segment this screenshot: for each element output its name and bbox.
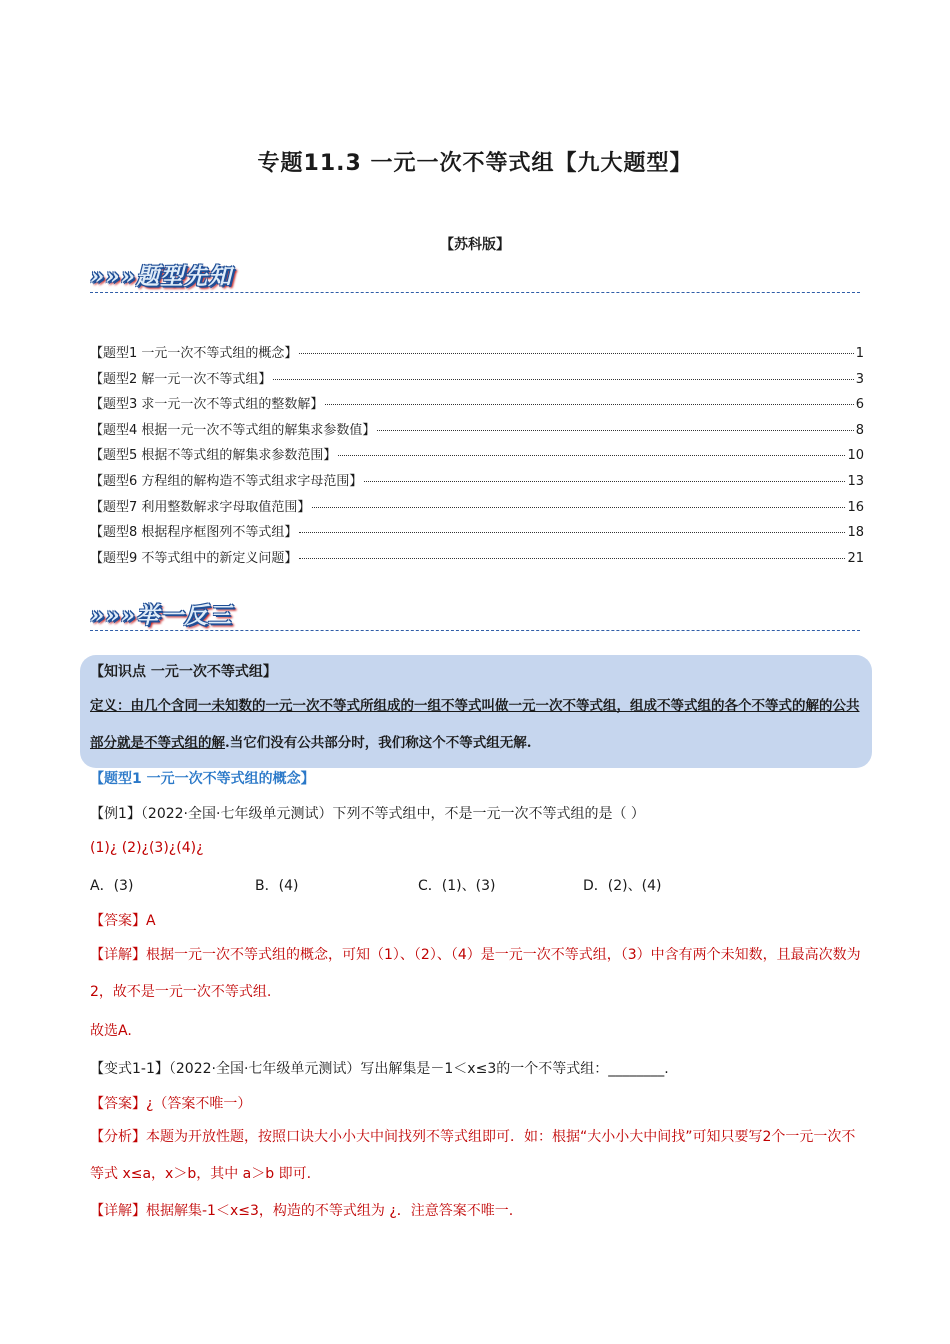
toc-row[interactable]: 【题型4 根据一元一次不等式组的解集求参数值】 8 [90,422,864,438]
example1-conclusion: 故选A. [90,1023,132,1039]
banner-question-types: »»»题型先知 [90,263,233,290]
toc-row[interactable]: 【题型2 解一元一次不等式组】 3 [90,371,864,387]
option-c: C．(1)、(3) [418,878,496,894]
example1-detail: 【详解】根据一元一次不等式组的概念，可知（1）、（2）、（4）是一元一次不等式组，（3）中含有两个未知数，且最高次数为2，故不是一元一次不等式组. [90,947,861,1000]
example1-answer: 【答案】A [90,913,156,929]
variant1-answer: 【答案】¿（答案不唯一） [90,1096,252,1112]
toc-row[interactable]: 【题型7 利用整数解求字母取值范围】 16 [90,499,864,515]
example1-items: (1)¿ (2)¿(3)¿(4)¿ [90,840,204,856]
example1-stem: 【例1】（2022·全国·七年级单元测试）下列不等式组中，不是一元一次不等式组的是（ ） [90,806,645,822]
variant1-stem: 【变式1-1】（2022·全国·七年级单元测试）写出解集是－1＜x≤3的一个不等式组：________. [90,1061,669,1077]
toc-row[interactable]: 【题型8 根据程序框图列不等式组】 18 [90,525,864,541]
toc-row[interactable]: 【题型1 一元一次不等式组的概念】 1 [90,346,864,361]
toc-row[interactable]: 【题型3 求一元一次不等式组的整数解】 6 [90,397,864,413]
knowledge-definition: 定义：由几个含同一未知数的一元一次不等式所组成的一组不等式叫做一元一次不等式组，组成不等式组的各个不等式的解的公共部分就是不等式组的解.当它们没有公共部分时，我们称这个不等式组无解. [90,698,860,751]
banner-divider [90,292,860,293]
knowledge-heading: 【知识点 一元一次不等式组】 [90,664,277,680]
section-heading-type1: 【题型1 一元一次不等式组的概念】 [90,771,315,787]
banner-divider [90,630,860,631]
toc-row[interactable]: 【题型6 方程组的解构造不等式组求字母范围】 13 [90,473,864,489]
option-b: B．(4) [255,878,299,894]
toc-row[interactable]: 【题型9 不等式组中的新定义问题】 21 [90,550,864,566]
variant1-analysis: 【分析】本题为开放性题，按照口诀大小小大中间找列不等式组即可．如：根据“大小小大中间找”可知只要写2个一元一次不等式 x≤a，x＞b，其中 a＞b 即可. [90,1129,856,1182]
option-a: A．(3) [90,878,134,894]
edition-label: 【苏科版】 [440,237,510,253]
option-d: D．(2)、(4) [583,878,662,894]
banner-practice: »»»举一反三 [90,602,233,629]
toc-row[interactable]: 【题型5 根据不等式组的解集求参数范围】 10 [90,448,864,464]
table-of-contents [90,342,864,572]
page-title: 专题11.3 一元一次不等式组【九大题型】 [257,151,693,176]
variant1-detail: 【详解】根据解集-1＜x≤3，构造的不等式组为 ¿．注意答案不唯一. [90,1203,514,1219]
